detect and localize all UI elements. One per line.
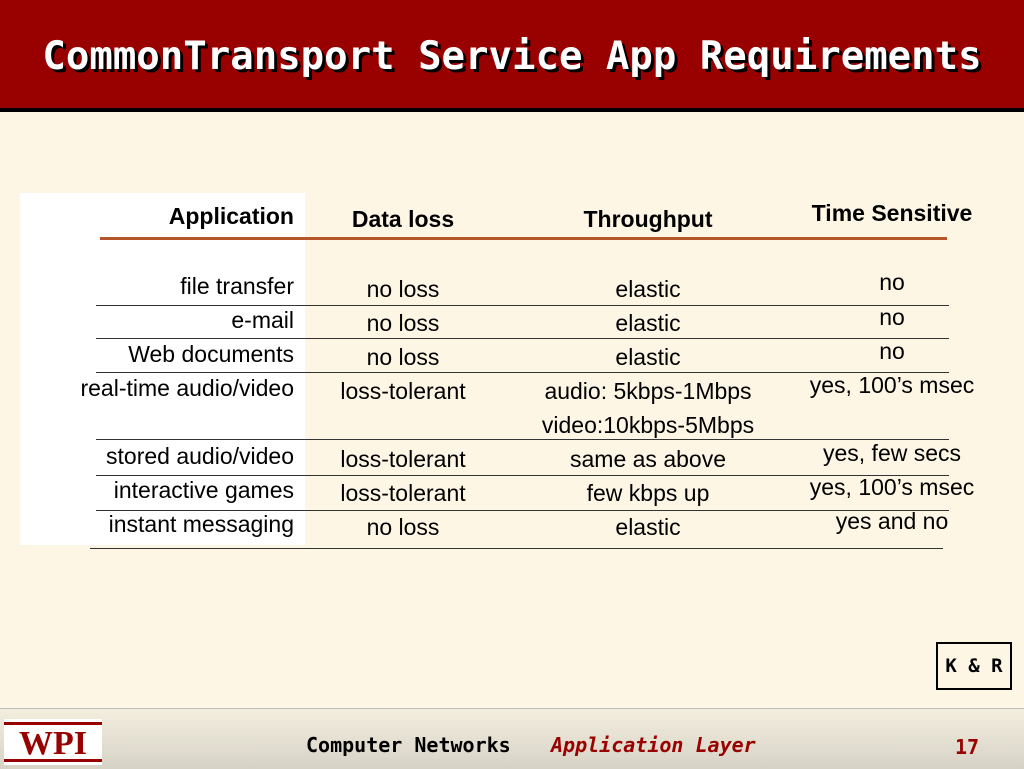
table-row-time-sensitive: yes, few secs (822, 440, 962, 466)
table-row-throughput-line2: video:10kbps-5Mbps (541, 412, 755, 438)
table-row-data-loss: no loss (366, 276, 440, 302)
table-row-data-loss: loss-tolerant (340, 480, 466, 506)
table-row-application: instant messaging (108, 511, 294, 537)
table-row-time-sensitive: yes, 100’s msec (809, 372, 975, 398)
table-row-application: Web documents (128, 341, 294, 367)
row-divider (90, 548, 943, 549)
header-data-loss: Data loss (351, 206, 455, 232)
header-time-sensitive: Time Sensitive (811, 200, 973, 226)
row-divider (96, 439, 949, 440)
footer-course: Computer Networks (306, 733, 511, 757)
table-row-application: real-time audio/video (80, 375, 294, 401)
table-row-throughput: elastic (615, 310, 681, 336)
page-number: 17 (955, 735, 980, 759)
table-row-time-sensitive: no (879, 269, 905, 295)
table-row-data-loss: no loss (366, 344, 440, 370)
table-row-data-loss: loss-tolerant (340, 446, 466, 472)
footer (0, 708, 1024, 769)
table-row-application: interactive games (113, 477, 294, 503)
wpi-logo-icon (4, 719, 102, 765)
footer-topic: Application Layer (551, 733, 756, 757)
table-row-application: e-mail (231, 307, 294, 333)
table-row-throughput: audio: 5kbps-1Mbps (544, 378, 752, 404)
table-row-time-sensitive: no (879, 338, 905, 364)
title-bar (0, 0, 1024, 112)
table-row-data-loss: loss-tolerant (340, 378, 466, 404)
table-row-application: stored audio/video (106, 443, 294, 469)
table-row-time-sensitive: yes and no (835, 508, 949, 534)
table-row-throughput: same as above (570, 446, 726, 472)
header-throughput: Throughput (583, 206, 713, 232)
table-row-throughput: few kbps up (586, 480, 710, 506)
svg-text:WPI: WPI (19, 725, 87, 762)
table-row-time-sensitive: no (879, 304, 905, 330)
table-row-throughput: elastic (615, 514, 681, 540)
table-row-application: file transfer (180, 273, 294, 299)
table-row-throughput: elastic (615, 344, 681, 370)
table-row-data-loss: no loss (366, 514, 440, 540)
citation-box: K & R (936, 642, 1012, 690)
table-row-time-sensitive: yes, 100’s msec (809, 474, 975, 500)
row-divider (96, 338, 949, 339)
table-row-data-loss: no loss (366, 310, 440, 336)
header-underline (100, 237, 947, 240)
slide-title: CommonTransport Service App Requirements (42, 34, 982, 79)
table-row-throughput: elastic (615, 276, 681, 302)
header-application: Application (168, 203, 294, 229)
